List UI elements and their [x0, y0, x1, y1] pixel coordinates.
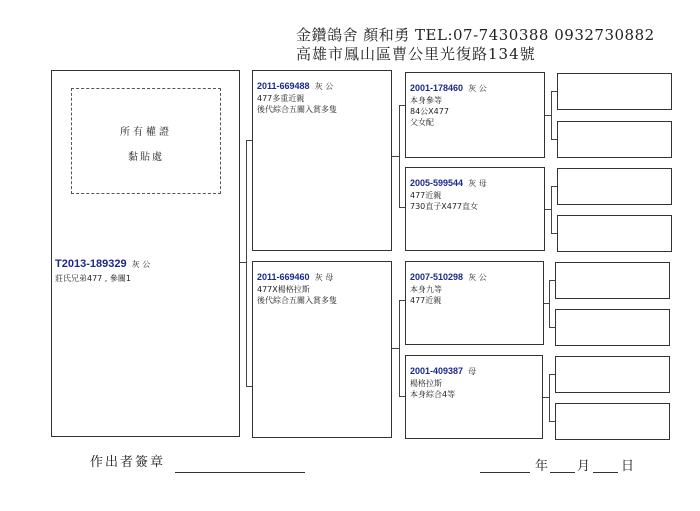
year-line [480, 472, 530, 473]
gp2-note-1: 477近親 [410, 191, 442, 200]
connector-gp3-ggp-b [549, 327, 555, 328]
sire-ring-number: 2011-669488 [257, 81, 310, 91]
connector-to-sire [246, 140, 252, 141]
connector-to-gp1 [399, 105, 405, 106]
dam-sex: 灰 母 [314, 273, 334, 282]
photo-label-line1: 所有權證 [120, 127, 172, 138]
connector-from-sire [392, 156, 399, 157]
subject-ring-number: T2013-189329 [55, 258, 127, 270]
gp3-sex: 灰 公 [468, 273, 487, 282]
dam-ring-number: 2011-669460 [257, 272, 310, 282]
gp2-note-2: 730直子X477直女 [410, 202, 479, 211]
connector-from-gp4 [543, 397, 549, 398]
dam-note-1: 477X楊格拉斯 [257, 285, 310, 294]
grandparent-card-2 [405, 167, 545, 251]
great-grandparent-card-2 [557, 121, 672, 158]
connector-from-gp3 [544, 303, 549, 304]
connector-to-gp4 [399, 396, 405, 397]
photo-label-line2: 黏貼處 [128, 152, 164, 163]
connector-gp1-ggp-b [551, 139, 557, 140]
connector-sire-gp [399, 105, 400, 208]
connector-from-subject [240, 262, 246, 263]
gp1-sex: 灰 公 [468, 84, 487, 93]
gp4-note-2: 本身綜合4等 [410, 390, 456, 399]
dam-note-2: 後代綜合五關入賞多隻 [257, 296, 337, 305]
gp1-note-2: 84公X477 [410, 107, 449, 116]
connector-gp2-ggp-b [551, 233, 557, 234]
connector-gp1-ggp [551, 91, 552, 140]
great-grandparent-card-3 [557, 168, 672, 205]
connector-gp2-ggp-a [551, 186, 557, 187]
gp2-sex: 灰 母 [468, 179, 487, 188]
gp2-ring-number: 2005-599544 [410, 178, 464, 188]
connector-from-dam [392, 348, 399, 349]
connector-gp3-ggp-a [549, 280, 555, 281]
sire-note-1: 477多重近親 [257, 94, 305, 103]
certificate-paste-area [71, 88, 221, 194]
parent-card-dam [252, 261, 392, 438]
grandparent-card-4 [405, 355, 543, 439]
connector-gp3-ggp [549, 280, 550, 328]
subject-info [55, 252, 235, 284]
month-line [550, 472, 575, 473]
gp4-sex: 母 [468, 367, 477, 376]
gp1-note-3: 父女配 [410, 118, 434, 127]
breeder-address-line: 高雄市鳳山區曹公里光復路134號 [296, 45, 536, 63]
grandparent-card-3 [405, 261, 544, 345]
subject-sex: 灰 公 [131, 260, 151, 269]
grandparent-card-1 [405, 72, 545, 158]
great-grandparent-card-7 [555, 356, 670, 393]
connector-to-dam [246, 386, 252, 387]
breeder-contact-line: 金鑽鴿舍 顏和勇 TEL:07-7430388 0932730882 [296, 26, 655, 44]
month-label: 月 [577, 459, 591, 474]
gp4-ring-number: 2001-409387 [410, 366, 464, 376]
connector-gp4-ggp [549, 374, 550, 422]
great-grandparent-card-6 [555, 309, 670, 346]
connector-from-gp2 [545, 209, 551, 210]
year-label: 年 [535, 459, 549, 474]
sire-sex: 灰 公 [314, 82, 334, 91]
great-grandparent-card-5 [555, 262, 670, 299]
gp1-ring-number: 2001-178460 [410, 83, 464, 93]
connector-dam-gp [399, 300, 400, 397]
connector-to-gp2 [399, 207, 405, 208]
gp3-note-1: 本身九等 [410, 285, 442, 294]
sire-note-2: 後代綜合五關入賞多隻 [257, 105, 337, 114]
great-grandparent-card-1 [557, 73, 672, 110]
great-grandparent-card-4 [557, 215, 672, 252]
great-grandparent-card-8 [555, 403, 670, 440]
signature-label: 作出者簽章 [90, 455, 166, 470]
connector-gp4-ggp-b [549, 421, 555, 422]
day-label: 日 [621, 459, 635, 474]
gp3-ring-number: 2007-510298 [410, 272, 464, 282]
parent-card-sire [252, 70, 392, 251]
day-line [593, 472, 618, 473]
gp1-note-1: 本身參等 [410, 96, 442, 105]
gp4-note-1: 楊格拉斯 [410, 379, 442, 388]
connector-gp2-ggp [551, 186, 552, 234]
connector-to-gp3 [399, 300, 405, 301]
signature-line [175, 472, 305, 473]
connector-from-gp1 [545, 115, 551, 116]
connector-subject-parents [246, 140, 247, 387]
connector-gp4-ggp-a [549, 374, 555, 375]
connector-gp1-ggp-a [551, 91, 557, 92]
subject-note: 莊氏兄弟477 , 參關1 [55, 274, 131, 283]
gp3-note-2: 477近親 [410, 296, 442, 305]
